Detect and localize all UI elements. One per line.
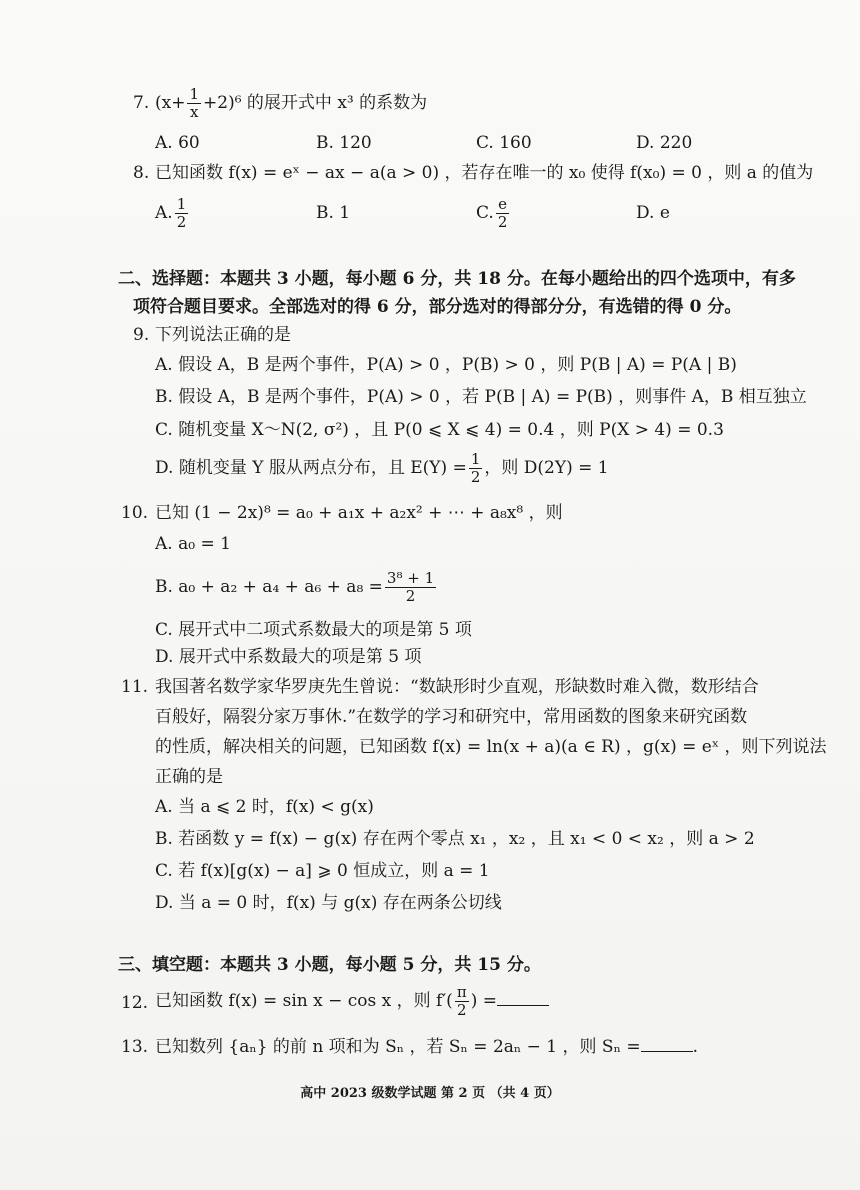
option-label: A. — [155, 203, 173, 223]
q9-option-d — [155, 446, 609, 490]
q8-option-b: B. 1 — [316, 203, 351, 223]
fraction — [469, 451, 483, 486]
q7-option-b: B. 120 — [316, 133, 372, 153]
q12-stem-part: 已知函数 f(x) = sin x − cos x ，则 f′( — [155, 991, 453, 1011]
question-number: 9. — [133, 325, 150, 345]
q9-option-c: C. 随机变量 X～N(2, σ²) ，且 P(0 ⩽ X ⩽ 4) = 0.4 ，则 P(X > 4) = 0.3 — [155, 420, 724, 440]
q7-stem-part: (x+ — [155, 93, 186, 113]
section-3-heading: 三、填空题：本题共 3 小题，每小题 5 分，共 15 分。 — [118, 955, 541, 975]
q11-option-b: B. 若函数 y = f(x) − g(x) 存在两个零点 x₁ ，x₂ ，且 x₁ < 0 < x₂ ，则 a > 2 — [155, 829, 755, 849]
numerator: 1 — [470, 450, 481, 468]
fraction — [175, 196, 189, 231]
fraction — [187, 86, 201, 121]
question-12-stem — [155, 976, 549, 1026]
q10-option-a: A. a₀ = 1 — [155, 534, 231, 554]
q13-stem-part: . — [692, 1037, 698, 1057]
question-11-line-4: 正确的是 — [155, 767, 223, 787]
question-9-stem: 下列说法正确的是 — [155, 325, 291, 345]
q8-option-a — [155, 192, 190, 234]
numerator: π — [456, 983, 467, 1001]
question-number: 8. — [133, 163, 150, 183]
section-2-heading-cont: 项符合题目要求。全部选对的得 6 分，部分选对的得部分分，有选错的得 0 分。 — [133, 297, 742, 317]
option-label: C. — [476, 203, 494, 223]
option-text: D. 随机变量 Y 服从两点分布，且 E(Y) = — [155, 458, 467, 478]
q7-option-c: C. 160 — [476, 133, 532, 153]
q11-option-c: C. 若 f(x)[g(x) − a] ⩾ 0 恒成立，则 a = 1 — [155, 861, 490, 881]
q10-option-c: C. 展开式中二项式系数最大的项是第 5 项 — [155, 620, 472, 640]
question-number: 12. — [121, 993, 149, 1013]
q9-option-b: B. 假设 A，B 是两个事件，P(A) > 0 ，若 P(B | A) = P(B) ，则事件 A，B 相互独立 — [155, 387, 807, 407]
q8-option-d: D. e — [636, 203, 670, 223]
denominator: 2 — [497, 213, 508, 231]
question-10-stem: 已知 (1 − 2x)⁸ = a₀ + a₁x + a₂x² + ⋯ + a₈x⁸ ，则 — [155, 503, 563, 523]
question-11-line-2: 百般好，隔裂分家万事休.”在数学的学习和研究中，常用函数的图象来研究函数 — [155, 707, 748, 727]
denominator: x — [190, 103, 199, 121]
fraction — [455, 984, 469, 1019]
section-2-heading: 二、选择题：本题共 3 小题，每小题 6 分，共 18 分。在每小题给出的四个选项中，有多 — [118, 269, 796, 289]
question-11-line-1: 我国著名数学家华罗庚先生曾说：“数缺形时少直观，形缺数时难入微，数形结合 — [155, 677, 759, 697]
denominator: 2 — [470, 468, 481, 486]
numerator: e — [496, 196, 510, 214]
question-number: 10. — [121, 503, 149, 523]
q7-option-a: A. 60 — [155, 133, 200, 153]
page-footer: 高中 2023 级数学试题 第 2 页 （共 4 页） — [300, 1086, 560, 1101]
q10-option-d: D. 展开式中系数最大的项是第 5 项 — [155, 647, 422, 667]
numerator: 1 — [189, 85, 200, 103]
denominator: 2 — [405, 587, 416, 605]
answer-blank — [497, 991, 549, 1006]
denominator: 2 — [456, 1001, 467, 1019]
question-13-stem — [155, 1036, 698, 1058]
q11-option-d: D. 当 a = 0 时，f(x) 与 g(x) 存在两条公切线 — [155, 893, 502, 913]
numerator: 3⁸ + 1 — [386, 569, 435, 587]
denominator: 2 — [176, 213, 187, 231]
numerator: 1 — [176, 195, 187, 213]
fraction — [496, 196, 510, 231]
option-text: ，则 D(2Y) = 1 — [484, 458, 609, 478]
question-number: 13. — [121, 1037, 149, 1057]
question-11-line-3: 的性质，解决相关的问题，已知函数 f(x) = ln(x + a)(a ∈ R) ，g(x) = eˣ ，则下列说法 — [155, 737, 827, 757]
question-number: 7. — [133, 93, 150, 113]
fraction — [385, 570, 436, 605]
question-7-stem — [155, 80, 427, 126]
question-number: 11. — [121, 677, 149, 697]
question-8-stem: 已知函数 f(x) = eˣ − ax − a(a > 0) ，若存在唯一的 x₀ 使得 f(x₀) = 0 ，则 a 的值为 — [155, 163, 814, 183]
q9-option-a: A. 假设 A，B 是两个事件，P(A) > 0 ，P(B) > 0 ，则 P(B | A) = P(A | B) — [155, 355, 737, 375]
q7-stem-part: +2)⁶ 的展开式中 x³ 的系数为 — [203, 93, 428, 113]
q8-option-c — [476, 192, 511, 234]
q13-stem-part: 已知数列 {aₙ} 的前 n 项和为 Sₙ ，若 Sₙ = 2aₙ − 1 ，则 Sₙ = — [155, 1037, 641, 1057]
answer-blank — [641, 1037, 693, 1052]
q7-option-d: D. 220 — [636, 133, 693, 153]
q10-option-b — [155, 565, 438, 609]
q12-stem-part: ) = — [470, 991, 497, 1011]
q11-option-a: A. 当 a ⩽ 2 时，f(x) < g(x) — [155, 797, 374, 817]
option-text: B. a₀ + a₂ + a₄ + a₆ + a₈ = — [155, 577, 383, 597]
